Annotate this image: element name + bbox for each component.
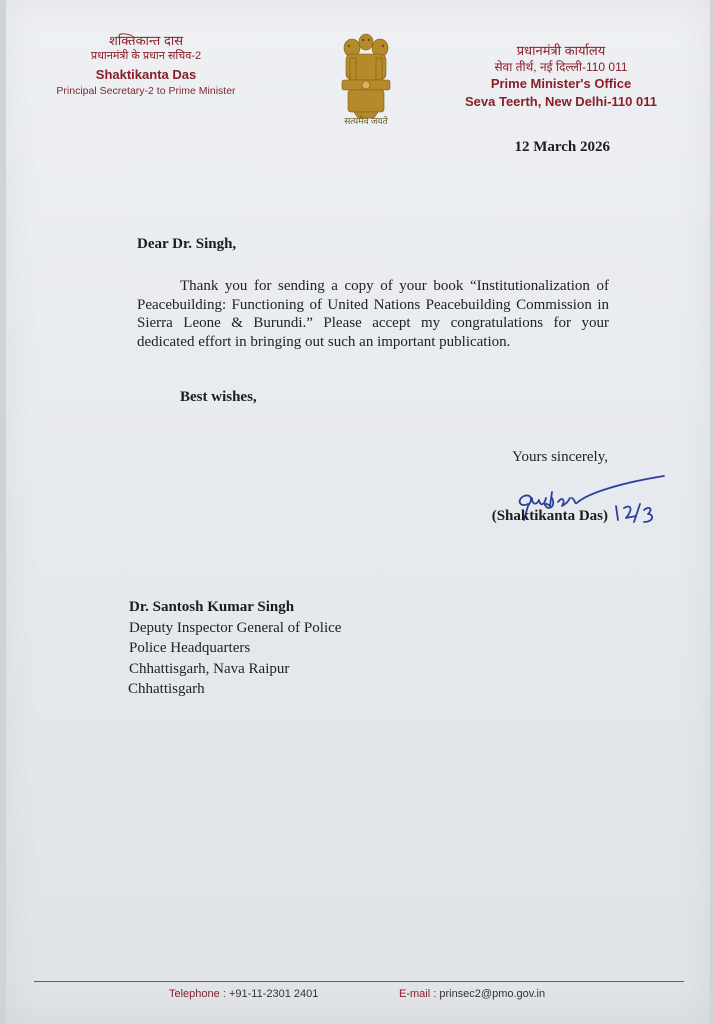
sender-designation-hindi: प्रधानमंत्री के प्रधान सचिव-2: [90, 50, 202, 62]
addressee-block: [129, 597, 341, 700]
addressee-name: Dr. Santosh Kumar Singh: [129, 599, 295, 615]
state-emblem-icon: [334, 28, 398, 128]
salutation: Dear Dr. Singh,: [137, 236, 237, 252]
emblem-motto: सत्यमेव जयते: [344, 116, 388, 126]
office-block: [446, 42, 676, 111]
office-name: Prime Minister's Office: [490, 76, 632, 91]
telephone-label: Telephone :: [169, 988, 226, 1000]
sender-name: Shaktikanta Das: [95, 67, 197, 82]
sender-block: [46, 32, 246, 98]
addressee-state: Chhattisgarh: [128, 681, 205, 697]
addressee-city: Chhattisgarh, Nava Raipur: [129, 660, 290, 677]
footer-divider: [34, 981, 684, 982]
closing: Best wishes,: [180, 389, 257, 405]
footer-telephone: [169, 988, 318, 1000]
letter-sheet: [6, 0, 710, 1024]
office-address: Seva Teerth, New Delhi-110 011: [465, 94, 657, 109]
addressee-office: Police Headquarters: [129, 640, 251, 656]
letter-body: Thank you for sending a copy of your book “Institutionalization of Peacebuilding: Functioning of United Nations Peacebuilding Commission in Sierra Leone & Burundi.” Please accept my congratulations for your dedicated effort in bringing out such an important publication.: [137, 278, 609, 350]
email-label: E-mail :: [399, 988, 437, 1000]
valediction: Yours sincerely,: [512, 449, 608, 465]
letter-date: 12 March 2026: [514, 139, 610, 155]
telephone-number: +91-11-2301 2401: [228, 988, 319, 1000]
footer-email: [399, 988, 545, 1000]
addressee-designation: Deputy Inspector General of Police: [129, 619, 342, 636]
office-address-hindi: सेवा तीर्थ, नई दिल्ली-110 011: [494, 60, 628, 74]
office-name-hindi: प्रधानमंत्री कार्यालय: [516, 43, 606, 58]
sender-name-hindi: शक्तिकान्त दास: [108, 33, 184, 48]
signatory-name: (Shaktikanta Das): [491, 508, 608, 524]
sender-designation: Principal Secretary-2 to Prime Minister: [56, 85, 236, 97]
email-address: prinsec2@pmo.gov.in: [439, 988, 546, 1000]
